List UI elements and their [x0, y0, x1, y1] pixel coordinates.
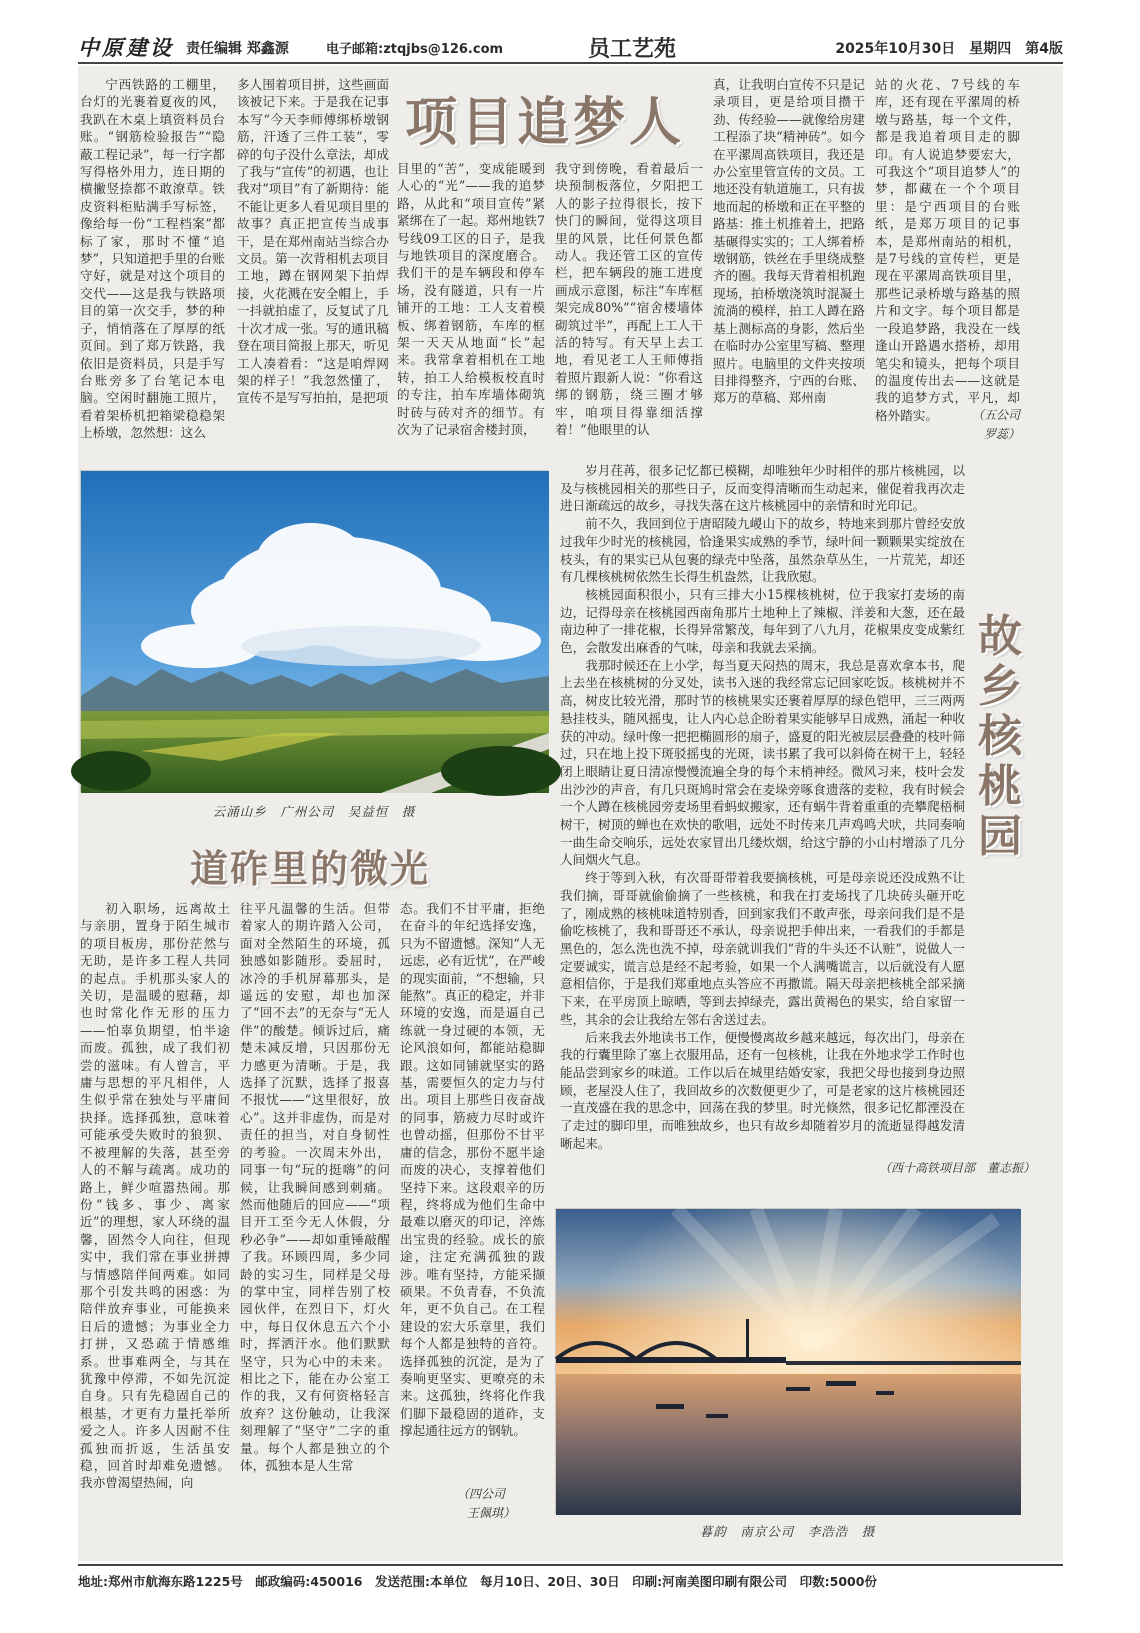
- article2-paragraph: 前不久，我回到位于唐昭陵九嵕山下的故乡，特地来到那片曾经安放过我年少时光的核桃园，恰逢果实成熟的季节，绿叶间一颗颗果实绽放在枝头，有的果实已从包裹的绿壳中坠落，虽然杂草丛生，一片荒芜，却还有几棵核桃树依然生长得生机盎然，让我欣慰。: [560, 516, 965, 585]
- article2-paragraph: 核桃园面积很小，只有三排大小15棵核桃树，位于我家打麦场的南边，记得母亲在核桃园西南角那片土地种上了辣椒、洋姜和大葱，还在最南边种了一排花椒，长得异常繁茂，每年到了八九月，花椒果皮变成紫红色，会散发出麻香的气味，母亲和我就去采摘。: [560, 586, 965, 656]
- photo2-caption: 暮韵 南京公司 李浩浩 摄: [699, 1524, 876, 1539]
- publication-name: 中原建设: [78, 35, 174, 60]
- article1-text: 站的火花、7号线的车库，还有现在平漯周的桥墩与路基，每一个文件，都是我追着项目走的脚印。有人说追梦要宏大，可我这个“项目追梦人”的梦，都藏在一个个项目里：是宁西项目的台账纸，是郑万项目的记事本，是郑州南站的相机，是7号线的宣传栏，更是现在平漯周高铁项目里，那些记录桥墩与路基的照片和文字。每个项目都是一段追梦路，我没在一线逢山开路遇水搭桥，却用笔尖和镜头，把每个项目的温度传出去——这就是我的追梦方式，平凡，却格外踏实。: [875, 77, 1020, 423]
- article1-column-3: [397, 160, 545, 448]
- article2-paragraph: 我那时候还在上小学，每当夏天闷热的周末，我总是喜欢拿本书，爬上去坐在核桃树的分叉处，读书入迷的我经常忘记回家吃饭。核桃树并不高，树皮比较光滑，那时节的核桃果实还裹着厚厚的绿色铠甲，三三两两悬挂枝头，随风摇曳，让人内心总企盼着果实能够早日成熟，涌起一种收获的冲动。绿叶像一把把椭圆形的扇子，盛夏的阳光被层层叠叠的枝叶筛过，只在地上投下斑驳摇曳的光斑，读书累了我可以斜倚在树干上，轻轻闭上眼睛让夏日清凉慢慢流遍全身的每个末梢神经。微风习来，枝叶会发出沙沙的声音，有几只斑鸠时常会在麦垛旁啄食遗落的麦粒，我有时候会一个人蹲在核桃园旁麦场里看蚂蚁搬家，还有蜗牛背着重重的壳攀爬梧桐树干，树顶的蝉也在欢快的歌唱，远处不时传来几声鸡鸣犬吠，共同奏响一曲生命交响乐，远处农家冒出几缕炊烟，给这宁静的小山村增添了几分人间烟火气息。: [560, 657, 965, 868]
- article1-text: 真，让我明白宣传不只是记录项目，更是给项目攒干劲、传经验——就像给房建工程添了块“精神砖”。如今在平漯周高铁项目，我还是办公室里管宣传的文员。工地还没有轨道施工，只有拔地而起的桥墩和正在平整的路基：推土机推着土，把路基碾得实实的；工人绑着桥墩钢筋，铁丝在手里绕成整齐的圈。我每天背着相机跑现场，拍桥墩浇筑时混凝土流淌的模样，拍工人蹲在路基上测标高的身影，然后坐在临时办公室里写稿、整理照片。电脑里的文件夹按项目排得整齐，宁西的台账、郑万的草稿、郑州南: [713, 77, 865, 406]
- article3-column-3: [400, 900, 545, 1538]
- article2-paragraph: 后来我去外地读书工作，便慢慢离故乡越来越远，每次出门，母亲在我的行囊里除了塞上衣服用品，还有一包核桃，让我在外地求学工作时也能品尝到家乡的味道。工作以后在城里结婚安家，我把父母也接到身边照顾，老屋没人住了，我回故乡的次数便更少了，可是老家的这片核桃园还一直茂盛在我的思念中，回荡在我的梦里。时光倏然，很多记忆都湮没在了走过的脚印里，而唯独故乡，也只有故乡却随着岁月的流逝显得越发清晰起来。: [560, 1029, 965, 1151]
- article3-column-1: [80, 900, 230, 1538]
- article3-author-name: 王佩琪）: [466, 1506, 515, 1520]
- photo-sunset-bridge: [555, 1208, 1020, 1514]
- article3-text: 态。我们不甘平庸，拒绝在奋斗的年纪选择安逸，只为不留遗憾。深知“人无远虑，必有近忧”，在严峻的现实面前，“不想输，只能熬”。真正的稳定，并非环境的安逸，而是逼自己练就一身过硬的本领，无论风浪如何，都能站稳脚跟。这如同铺就坚实的路基，需要恒久的定力与付出。项目上那些日夜奋战的同事，筋疲力尽时或许也曾动摇，但那份不甘平庸的信念，那份不愿半途而废的决心，支撑着他们坚持下来。这段艰辛的历程，终将成为他们生命中最难以磨灭的印记，淬炼出宝贵的经验。成长的旅途，注定充满孤独的跋涉。唯有坚持，方能采撷硕果。不负青春，不负流年，更不负自己。在工程建设的宏大乐章里，我们每个人都是独特的音符。选择孤独的沉淀，是为了奏响更坚实、更嘹亮的未来。这孤独，终将化作我们脚下最稳固的道砟，支撑起通往远方的钢轨。: [400, 901, 545, 1439]
- article2-author: （西十高铁项目部 董志振）: [878, 1161, 1035, 1175]
- article2-paragraph: 终于等到入秋，有次哥哥带着我要摘核桃，可是母亲说还没成熟不让我们摘，哥哥就偷偷摘了一些核桃，和我在打麦场找了几块砖头砸开吃了，刚成熟的核桃味道特别香，回到家我们不敢声张，母亲问我们是不是偷吃核桃了，我和哥哥还不承认，母亲说把手伸出来，一看我们的手都是黑色的，怎么洗也洗不掉，母亲就训我们“背的牛头还不认赃”，说做人一定要诚实，谎言总是经不起考验，如果一个人满嘴谎言，以后就没有人愿意相信你，于是我们郑重地点头答应不再撒谎。隔天母亲把核桃全部采摘下来，在平房顶上晾晒，等到去掉绿壳，露出黄褐色的果实，给自家留一些，其余的会让我给左邻右舍送过去。: [560, 870, 965, 1027]
- photo1-caption: 云涌山乡 广州公司 吴益恒 摄: [212, 804, 416, 819]
- article1-column-6: [875, 76, 1020, 448]
- article1-text: 我守到傍晚，看着最后一块预制板落位，夕阳把工人的影子拉得很长，按下快门的瞬间，觉得这项目里的风景，比任何景色都动人。我还管工区的宣传栏，把车辆段的施工进度画成示意图，标注“车库框架完成80%”“宿舍楼墙体砌筑过半”，再配上工人干活的特写。有天早上去工地，看见老工人王师傅指着照片跟新人说：“你看这绑的钢筋，绕三圈才够牢，咱项目得靠细活撑着！”他眼里的认: [555, 161, 703, 438]
- article1-author-unit: （五公司: [971, 408, 1020, 422]
- article-title-project-dreamer: 项目追梦人: [405, 92, 686, 153]
- article1-text: 宁西铁路的工棚里，台灯的光裹着夏夜的风，我趴在木桌上填资料员台账。“钢筋检验报告”“隐蔽工程记录”，每一行字都写得格外用力，连日期的横撇竖捺都不敢潦草。铁皮资料柜贴满手写标签，像给每一份“工程档案”都标了家，那时不懂“追梦”，只知道把手里的台账守好，就是对这个项目的交代——这是我与铁路项目的第一次交手，梦的种子，悄悄落在了厚厚的纸页间。到了郑万铁路，我依旧是资料员，只是手写台账旁多了台笔记本电脑。空闲时翻施工照片，看着架桥机把箱梁稳稳架上桥墩，忽然想：这么: [80, 77, 225, 441]
- article3-author-unit: （四公司: [456, 1487, 505, 1501]
- article3-column-2: [240, 900, 390, 1538]
- issue-date: 2025年10月30日 星期四 第4版: [835, 41, 1063, 57]
- article1-column-1: [80, 76, 225, 448]
- responsible-editor: 责任编辑 郑鑫源: [186, 41, 289, 57]
- article2-body: [560, 462, 965, 1158]
- sunset-bridge-image: [556, 1209, 1021, 1515]
- article1-column-4: [555, 160, 703, 448]
- article3-text: 初入职场，远离故土与亲朋，置身于陌生城市的项目板房，那份茫然与无助，是许多工程人共同的起点。手机那头家人的关切，是温暖的慰藉，却也时常化作无形的压力——怕辜负期望，怕半途而废。孤独，成了我们初尝的滋味。有人曾言，平庸与思想的平凡相伴，人生似乎常在独处与平庸间抉择。选择孤独，意味着可能承受失败时的狼狈、不被理解的失落，甚至旁人的不解与疏离。成功的路上，鲜少喧嚣热闹。那份“钱多、事少、离家近”的理想，家人环绕的温馨，固然令人向往，但现实中，我们常在事业拼搏与情感陪伴间两难。如同那个引发共鸣的困惑：为陪伴放弃事业，可能换来日后的遗憾；为事业全力打拼，又恐疏于情感维系。世事难两全，与其在犹豫中停滞，不如先沉淀自身。只有先稳固自己的根基，才更有力量托举所爱之人。许多人因耐不住孤独而折返，生活虽安稳，回首时却难免遗憾。我亦曾渴望热闹，向: [80, 901, 230, 1491]
- article1-author-name: 罗蕊）: [983, 427, 1020, 441]
- page-footer: 地址:郑州市航海东路1225号 邮政编码:450016 发送范围:本单位 每月10日、20日、30日 印刷:河南美图印刷有限公司 印数:5000份: [78, 1564, 1063, 1594]
- masthead: [78, 28, 1063, 64]
- photo-mountain-village: [80, 470, 548, 792]
- article1-column-2: [237, 76, 389, 448]
- article1-text: 多人围着项目拼，这些画面该被记下来。于是我在记事本写“今天李师傅绑桥墩钢筋，汗透了三件工装”，零碎的句子没什么章法，却成了我与“宣传”的初遇，也让我对“项目”有了新期待：能不能让更多人看见项目里的故事？真正把宣传当成事干，是在郑州南站当综合办文员。第一次背相机去项目工地，蹲在钢网架下拍焊接，火花溅在安全帽上，手一抖就拍虚了，反复试了几十次才成一张。写的通讯稿登在项目简报上那天，听见工人凑着看：“这是咱焊网架的样子！”我忽然懂了，宣传不是写写拍拍，是把项: [237, 77, 389, 406]
- article2-paragraph: 岁月荏苒，很多记忆都已模糊，却唯独年少时相伴的那片核桃园，以及与核桃园相关的那些日子，反而变得清晰而生动起来，催促着我再次走进日渐疏远的故乡，寻找失落在这片核桃园中的亲情和时光印记。: [560, 463, 965, 514]
- article1-text: 目里的“苦”，变成能暖到人心的“光”——我的追梦路，从此和“项目宣传”紧紧绑在了一起。郑州地铁7号线09工区的日子，是我与地铁项目的深度磨合。我们干的是车辆段和停车场，没有隧道，只有一片铺开的工地：工人支着模板、绑着钢筋，车库的框架一天天从地面“长”起来。我常拿着相机在工地转，拍工人给模板校直时的专注，拍车库墙体砌筑时砖与砖对齐的细节。有次为了记录宿舍楼封顶，: [397, 161, 545, 438]
- section-title: 员工艺苑: [588, 37, 677, 62]
- article3-text: 往平凡温馨的生活。但带着家人的期许踏入公司，面对全然陌生的环境，孤独感如影随形。委屈时，冰冷的手机屏幕那头，是遥远的安慰，却也加深了“回不去”的无奈与“无人伴”的酸楚。倾诉过后，痛楚未减反增，只因那份无力感更为清晰。于是，我选择了沉默，选择了报喜不报忧——“这里很好，放心”。这并非虚伪，而是对责任的担当，对自身韧性的考验。一次周末外出，同事一句“玩的挺嗨”的问候，让我瞬间感到刺痛。然而他随后的回应——“项目开工至今无人休假，分秒必争”——却如重锤敲醒了我。环顾四周，多少同龄的实习生，同样是父母的掌中宝，同样告别了校园伙伴，在烈日下，灯火中，每日仅休息五六个小时，挥洒汗水。他们默默坚守，只为心中的未来。相比之下，能在办公室工作的我，又有何资格轻言放弃？这份触动，让我深刻理解了“坚守”二字的重量。每个人都是独立的个体，孤独本是人生常: [240, 901, 390, 1473]
- article-title-ballast-glimmer: 道砟里的微光: [190, 846, 431, 891]
- editor-email[interactable]: 电子邮箱:ztqjbs@126.com: [326, 42, 504, 57]
- article-title-hometown-walnut-garden: 故乡核桃园: [978, 611, 1022, 862]
- article1-column-5: [713, 76, 865, 448]
- mountain-landscape-image: [81, 471, 549, 793]
